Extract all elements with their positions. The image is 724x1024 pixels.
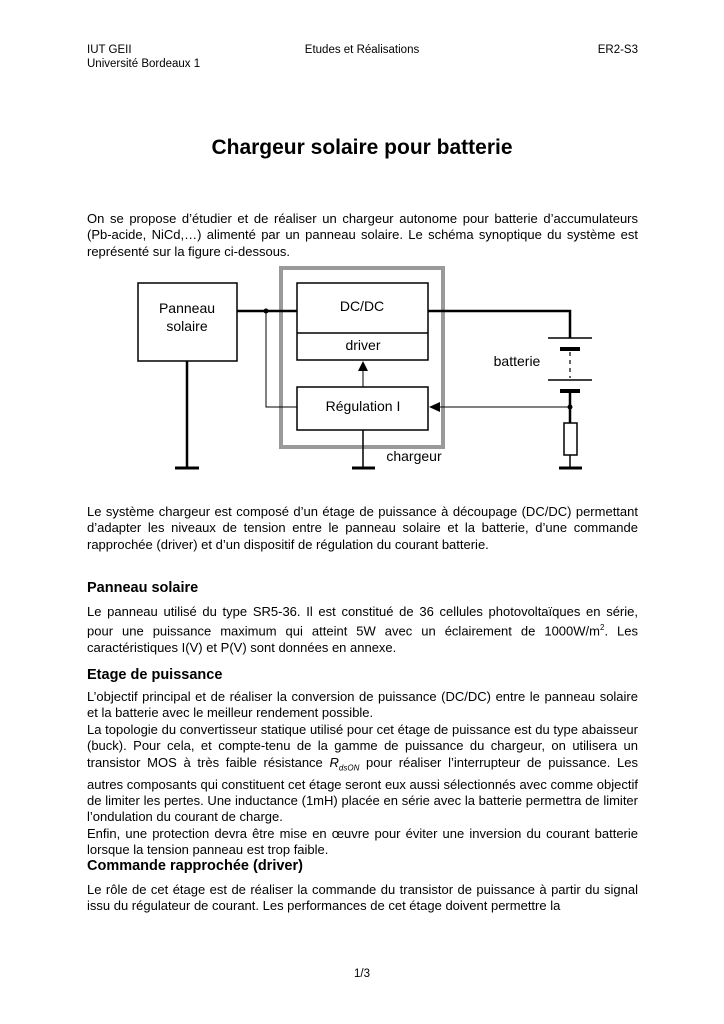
header-university: Université Bordeaux 1 (87, 58, 201, 70)
regulation-label: Régulation I (325, 398, 401, 414)
system-description-text: Le système chargeur est composé d’un étage de puissance à découpage (DC/DC) permettant d’adapter les niveaux de tension entre le panneau solaire et la batterie, d’une commande rapprochée (driver) et d’un dispositif de régulation du courant batterie. (87, 504, 638, 552)
driver-label: driver (345, 337, 381, 353)
charger-label: chargeur (386, 448, 442, 464)
system-description (87, 504, 638, 553)
section-heading-driver: Commande rapprochée (driver) (87, 858, 303, 874)
battery-label: batterie (493, 353, 541, 369)
intro-text: On se propose d’étudier et de réaliser un chargeur autonome pour batterie d’accumulateurs (Pb-acide, NiCd,…) alimenté par un panneau solaire. Le schéma synoptique du système est représenté sur la figure ci-dessous. (87, 211, 638, 259)
section-heading-panel: Panneau solaire (87, 580, 199, 596)
power-paragraphs (87, 689, 638, 859)
regulation-to-driver-arrowhead (358, 361, 368, 371)
panel-label-line2: solaire (166, 318, 208, 334)
driver-paragraph (87, 882, 638, 915)
panel-label-line1: Panneau (158, 300, 216, 316)
header-institution: IUT GEII (87, 44, 132, 56)
dcdc-to-battery-wire (428, 311, 570, 338)
page-number: 1/3 (354, 968, 370, 980)
panel-text: Le panneau utilisé du type SR5-36. Il est constitué de 36 cellules photovoltaïques en série, pour une puissance maximum qui atteint 5W avec un éclairement de $1000W/m^2$. Les caractéristiques I(V) et P(V) sont données en annexe. (87, 604, 639, 656)
dcdc-label: DC/DC (339, 298, 385, 314)
section-heading-power: Etage de puissance (87, 667, 223, 683)
page-title: Chargeur solaire pour batterie (211, 136, 513, 159)
power-text-3: Enfin, une protection devra être mise en œuvre pour éviter une inversion du courant batterie lorsque la tension panneau est trop faible. (87, 825, 638, 858)
header-center: Etudes et Réalisations (304, 44, 420, 56)
power-text-1: L’objectif principal et de réaliser la conversion de puissance (DC/DC) entre le panneau solaire et la batterie avec le meilleur rendement possible. (87, 689, 638, 721)
header-right: ER2-S3 (597, 44, 638, 56)
shunt-resistor (564, 423, 577, 455)
panel-paragraph (87, 604, 638, 657)
current-sense-arrowhead (429, 402, 440, 412)
power-text-2: La topologie du convertisseur statique utilisé pour cet étage de puissance est du type abaisseur (buck). Pour cela, et compte-tenu de la gamme de puissance du chargeur, on utilisera un transistor MOS à très faible résistance $R_{dsON}$ pour réaliser l’interrupteur de puissance. Les autres composants qui constituent cet étage seront eux aussi sélectionnés avec comme objectif de limiter les pertes. Une inductance (1mH) placée en série avec la batterie permettra de limiter l’ondulation du courant de charge. (87, 721, 638, 825)
driver-text: Le rôle de cet étage est de réaliser la commande du transistor de puissance à partir du signal issu du régulateur de courant. Les performances de cet étage doivent permettre la (87, 882, 638, 914)
